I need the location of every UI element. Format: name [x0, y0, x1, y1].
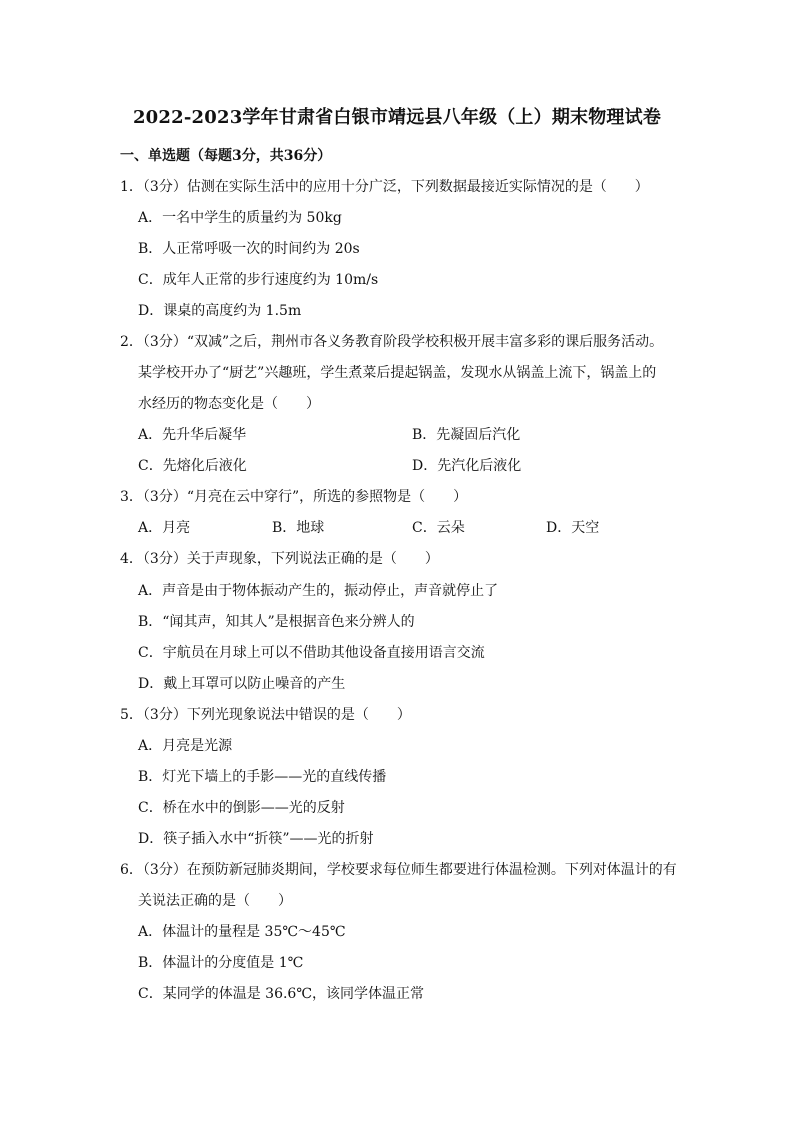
question-6-option-b: B．体温计的分度值是 1℃ — [138, 955, 304, 971]
question-4-option-c: C．宇航员在月球上可以不借助其他设备直接用语言交流 — [138, 645, 485, 661]
page-title: 2022-2023学年甘肃省白银市靖远县八年级（上）期末物理试卷 — [132, 107, 662, 128]
question-2-stem-line-2: 某学校开办了“厨艺”兴趣班，学生煮菜后提起锅盖，发现水从锅盖上流下，锅盖上的 — [138, 365, 657, 381]
question-1-option-c: C．成年人正常的步行速度约为 10m/s — [138, 272, 379, 288]
question-4-option-b: B．“闻其声，知其人”是根据音色来分辨人的 — [138, 614, 415, 630]
question-3-option-c: C．云朵 — [412, 520, 465, 536]
question-6-stem-line-2: 关说法正确的是（ ） — [138, 893, 292, 909]
question-5-option-d: D．筷子插入水中“折筷”——光的折射 — [138, 831, 374, 847]
question-4-stem: 4．（3分）关于声现象，下列说法正确的是（ ） — [120, 551, 439, 567]
question-1-option-b: B．人正常呼吸一次的时间约为 20s — [138, 241, 360, 257]
question-1-option-a: A．一名中学生的质量约为 50kg — [138, 210, 342, 226]
question-3-option-b: B．地球 — [272, 520, 325, 536]
question-6-stem-line-1: 6．（3分）在预防新冠肺炎期间，学校要求每位师生都要进行体温检测。下列对体温计的有 — [120, 862, 677, 878]
question-1-option-d: D．课桌的高度约为 1.5m — [138, 303, 302, 319]
question-3-option-d: D．天空 — [546, 520, 600, 536]
question-6-option-a: A．体温计的量程是 35℃～45℃ — [138, 924, 346, 940]
question-2-option-d: D．先汽化后液化 — [412, 458, 522, 474]
question-3-option-a: A．月亮 — [138, 520, 191, 536]
question-2-stem-line-3: 水经历的物态变化是（ ） — [138, 396, 320, 412]
section-header: 一、单选题（每题3分，共36分） — [120, 148, 332, 164]
question-4-option-a: A．声音是由于物体振动产生的，振动停止，声音就停止了 — [138, 583, 499, 599]
question-3-stem: 3．（3分）“月亮在云中穿行”，所选的参照物是（ ） — [120, 489, 468, 505]
question-2-stem-line-1: 2．（3分）“双减”之后，荆州市各义务教育阶段学校积极开展丰富多彩的课后服务活动。 — [120, 334, 664, 350]
question-2-option-a: A．先升华后凝华 — [138, 427, 247, 443]
question-2-option-b: B．先凝固后汽化 — [412, 427, 521, 443]
question-5-option-c: C．桥在水中的倒影——光的反射 — [138, 800, 345, 816]
question-5-option-b: B．灯光下墙上的手影——光的直线传播 — [138, 769, 387, 785]
question-4-option-d: D．戴上耳罩可以防止噪音的产生 — [138, 676, 346, 692]
question-1-stem: 1．（3分）估测在实际生活中的应用十分广泛，下列数据最接近实际情况的是（ ） — [120, 179, 649, 195]
question-2-option-c: C．先熔化后液化 — [138, 458, 247, 474]
question-6-option-c: C．某同学的体温是 36.6℃，该同学体温正常 — [138, 986, 424, 1002]
question-5-option-a: A．月亮是光源 — [138, 738, 233, 754]
question-5-stem: 5．（3分）下列光现象说法中错误的是（ ） — [120, 707, 411, 723]
